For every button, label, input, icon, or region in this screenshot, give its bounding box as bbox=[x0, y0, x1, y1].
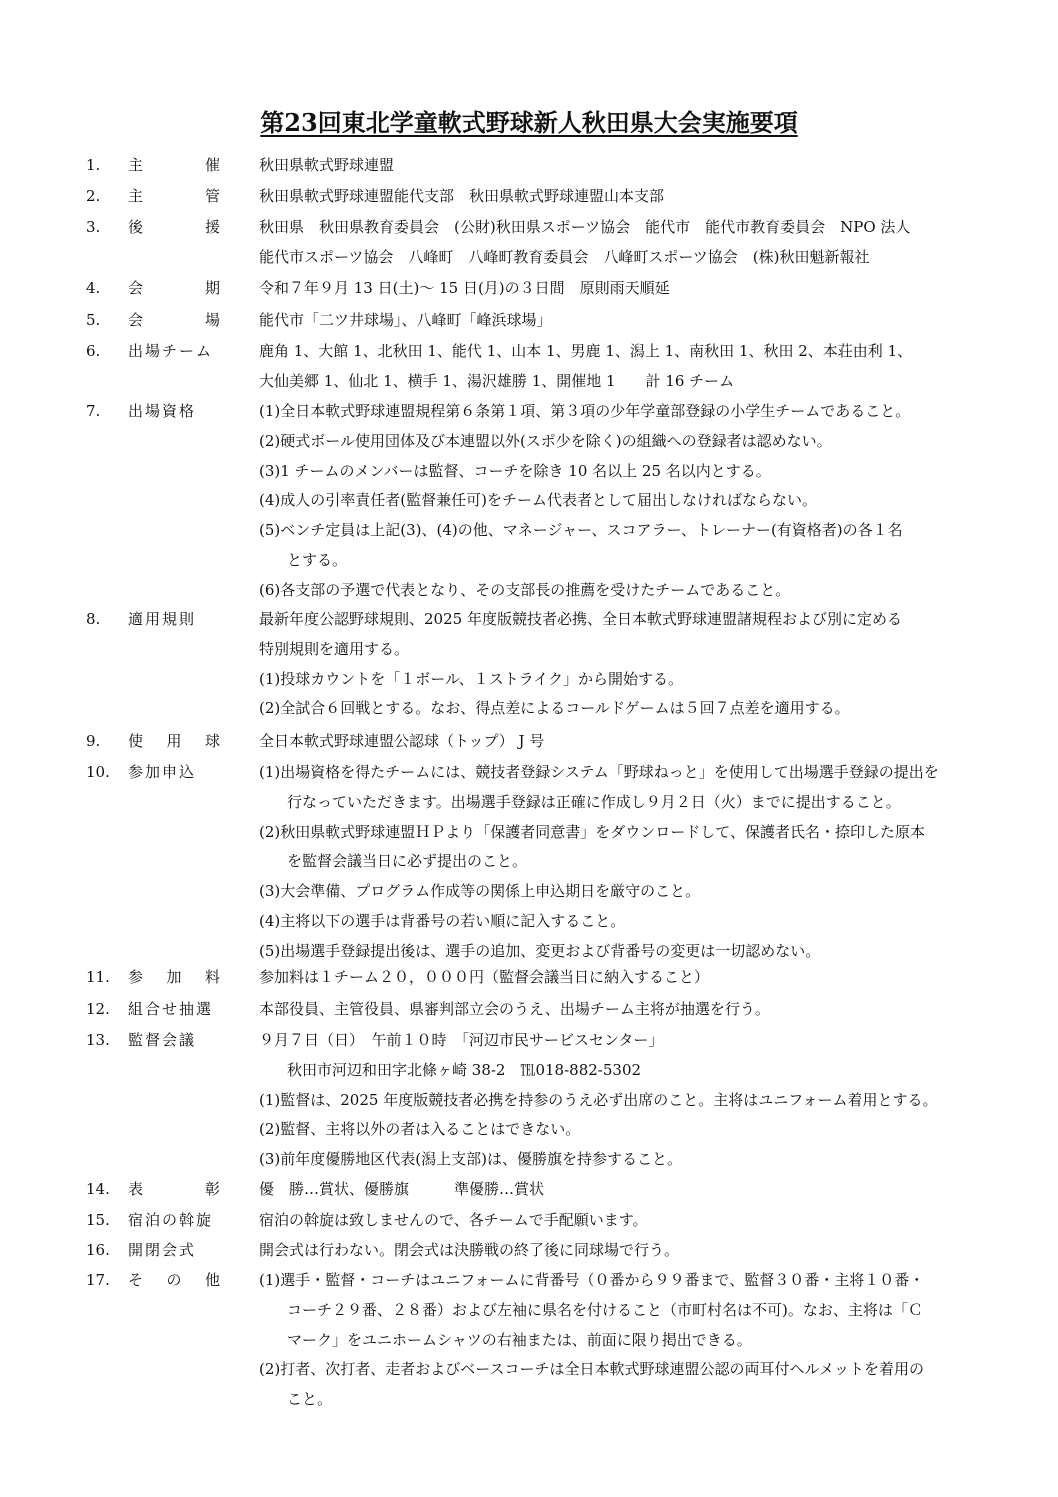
section-line: (4)成人の引率責任者(監督兼任可)をチーム代表者として届出しなければならない。 bbox=[259, 491, 817, 510]
section-line: (1)監督は、2025 年度版競技者必携を持参のうえ必ず出席のこと。主将はユニフォーム着用とする。 bbox=[259, 1090, 938, 1109]
section-number: 8. bbox=[86, 610, 101, 628]
section-line: 最新年度公認野球規則、2025 年度版競技者必携、全日本軟式野球連盟諸規程および別に定める bbox=[259, 610, 902, 628]
section-label: 開閉会式 bbox=[128, 1241, 197, 1259]
section-number: 13. bbox=[86, 1031, 110, 1049]
section-line: 参加料は１チーム２０，０００円（監督会議当日に納入すること） bbox=[259, 968, 710, 986]
section-line: (2)全試合６回戦とする。なお、得点差によるコールドゲームは５回７点差を適用する。 bbox=[259, 699, 850, 718]
section-number: 4. bbox=[86, 279, 101, 297]
section-line: 本部役員、主管役員、県審判部立会のうえ、出場チーム主将が抽選を行う。 bbox=[259, 1000, 770, 1018]
section-number: 12. bbox=[86, 1000, 110, 1018]
section-line: 鹿角 1、大館 1、北秋田 1、能代 1、山本 1、男鹿 1、潟上 1、南秋田 1、秋田 2、本荘由利 1、 bbox=[259, 342, 913, 360]
section-line: (5)出場選手登録提出後は、選手の追加、変更および背番号の変更は一切認めない。 bbox=[259, 941, 821, 960]
section-label bbox=[128, 962, 220, 992]
section-line: (1)全日本軟式野球連盟規程第６条第１項、第３項の少年学童部登録の小学生チームであること。 bbox=[259, 402, 911, 420]
section-line: 全日本軟式野球連盟公認球（トップ） J 号 bbox=[259, 732, 545, 750]
section-number: 7. bbox=[86, 402, 101, 420]
section-label: 監督会議 bbox=[128, 1031, 197, 1049]
section-line: (5)ベンチ定員は上記(3)、(4)の他、マネージャー、スコアラー、トレーナー(有資格者)の各１名 bbox=[259, 521, 903, 540]
section-line: 令和７年９月 13 日(土)～ 15 日(月)の３日間 原則雨天順延 bbox=[259, 279, 670, 297]
section-line: マーク」をユニホームシャツの右袖または、前面に限り掲出できる。 bbox=[287, 1330, 752, 1349]
section-label: 出場資格 bbox=[128, 402, 197, 420]
section-label: 宿泊の斡旋 bbox=[128, 1211, 214, 1229]
label-char: 主 bbox=[128, 187, 144, 205]
section-line: 秋田市河辺和田字北條ヶ崎 38-2 ℡018-882-5302 bbox=[287, 1060, 642, 1079]
section-line: (4)主将以下の選手は背番号の若い順に記入すること。 bbox=[259, 912, 626, 930]
label-char: 後 bbox=[128, 218, 144, 236]
section-label: 参加申込 bbox=[128, 763, 197, 781]
section-line: (3)大会準備、プログラム作成等の関係上申込期日を厳守のこと。 bbox=[259, 882, 701, 901]
section-line: (1)投球カウントを「１ボール、１ストライク」から開始する。 bbox=[259, 669, 684, 688]
label-char: 主 bbox=[128, 156, 144, 174]
section-label: 出場チーム bbox=[128, 342, 214, 360]
section-line: 秋田県 秋田県教育委員会 (公財)秋田県スポーツ協会 能代市 能代市教育委員会 NPO 法人 bbox=[259, 218, 911, 236]
section-line: 秋田県軟式野球連盟 bbox=[259, 156, 395, 174]
label-char: 用 bbox=[166, 732, 182, 750]
section-line: (2)監督、主将以外の者は入ることはできない。 bbox=[259, 1120, 581, 1139]
section-label bbox=[128, 212, 220, 242]
section-number: 5. bbox=[86, 311, 101, 329]
label-char: 表 bbox=[128, 1180, 144, 1198]
section-label bbox=[128, 1174, 220, 1204]
section-line: (2)打者、次打者、走者およびベースコーチは全日本軟式野球連盟公認の両耳付ヘルメットを着用の bbox=[259, 1360, 925, 1379]
label-char: 援 bbox=[204, 218, 220, 236]
section-number: 14. bbox=[86, 1180, 110, 1198]
section-number: 10. bbox=[86, 763, 110, 781]
section-number: 6. bbox=[86, 342, 101, 360]
section-number: 3. bbox=[86, 218, 101, 236]
label-char: 加 bbox=[166, 968, 182, 986]
section-line: (2)硬式ボール使用団体及び本連盟以外(スポ少を除く)の組織への登録者は認めない。 bbox=[259, 431, 832, 450]
label-char: の bbox=[166, 1271, 182, 1289]
label-char: 場 bbox=[204, 311, 220, 329]
section-number: 15. bbox=[86, 1211, 110, 1229]
section-number: 2. bbox=[86, 187, 101, 205]
section-line: 大仙美郷 1、仙北 1、横手 1、湯沢雄勝 1、開催地 1 計 16 チーム bbox=[259, 371, 735, 390]
section-line: (1)選手・監督・コーチはユニフォームに背番号（０番から９９番まで、監督３０番・主将１０番・ bbox=[259, 1271, 925, 1289]
label-char: 彰 bbox=[204, 1180, 220, 1198]
section-line: 能代市「二ツ井球場」、八峰町「峰浜球場」 bbox=[259, 311, 552, 329]
section-line: 特別規則を適用する。 bbox=[259, 639, 410, 658]
section-number: 17. bbox=[86, 1271, 110, 1289]
section-label bbox=[128, 726, 220, 756]
label-char: 会 bbox=[128, 279, 144, 297]
section-number: 16. bbox=[86, 1241, 110, 1259]
section-label: 適用規則 bbox=[128, 610, 197, 628]
label-char: そ bbox=[128, 1271, 144, 1289]
section-line: (6)各支部の予選で代表となり、その支部長の推薦を受けたチームであること。 bbox=[259, 580, 791, 599]
section-label bbox=[128, 150, 220, 180]
section-label: 組合せ抽選 bbox=[128, 1000, 214, 1018]
label-char: 球 bbox=[204, 732, 220, 750]
label-char: 使 bbox=[128, 732, 144, 750]
section-line: 開会式は行わない。閉会式は決勝戦の終了後に同球場で行う。 bbox=[259, 1241, 680, 1259]
label-char: 期 bbox=[204, 279, 220, 297]
section-line: (3)1 チームのメンバーは監督、コーチを除き 10 名以上 25 名以内とする。 bbox=[259, 461, 771, 480]
label-char: 管 bbox=[204, 187, 220, 205]
section-label bbox=[128, 273, 220, 303]
section-line: を監督会議当日に必ず提出のこと。 bbox=[287, 852, 528, 871]
section-label bbox=[128, 181, 220, 211]
section-number: 11. bbox=[86, 968, 110, 986]
section-line: こと。 bbox=[287, 1390, 333, 1409]
label-char: 会 bbox=[128, 311, 144, 329]
label-char: 催 bbox=[204, 156, 220, 174]
section-line: 宿泊の斡旋は致しませんので、各チームで手配願います。 bbox=[259, 1211, 648, 1229]
section-line: 秋田県軟式野球連盟能代支部 秋田県軟式野球連盟山本支部 bbox=[259, 187, 665, 205]
section-line: ９月７日（日） 午前１０時 「河辺市民サービスセンター」 bbox=[259, 1031, 664, 1049]
section-line: (3)前年度優勝地区代表(潟上支部)は、優勝旗を持参すること。 bbox=[259, 1150, 682, 1169]
section-line: 行なっていただきます。出場選手登録は正確に作成し９月２日（火）までに提出すること。 bbox=[287, 792, 901, 811]
section-line: (2)秋田県軟式野球連盟ＨＰより「保護者同意書」をダウンロードして、保護者氏名・捺印した原本 bbox=[259, 822, 925, 841]
label-char: 料 bbox=[204, 968, 220, 986]
section-line: とする。 bbox=[287, 551, 348, 569]
section-label bbox=[128, 305, 220, 335]
section-line: 能代市スポーツ協会 八峰町 八峰町教育委員会 八峰町スポーツ協会 (株)秋田魁新報社 bbox=[259, 247, 870, 266]
section-line: コーチ２９番、２８番）および左袖に県名を付けること（市町村名は不可)。なお、主将は「Ｃ bbox=[287, 1300, 923, 1319]
section-number: 9. bbox=[86, 732, 101, 750]
label-char: 他 bbox=[204, 1271, 220, 1289]
label-char: 参 bbox=[128, 968, 144, 986]
section-line: 優 勝…賞状、優勝旗 準優勝…賞状 bbox=[259, 1180, 545, 1198]
section-label bbox=[128, 1265, 220, 1295]
document-title: 第23回東北学童軟式野球新人秋田県大会実施要項 bbox=[260, 108, 798, 137]
section-line: (1)出場資格を得たチームには、競技者登録システム「野球ねっと」を使用して出場選手登録の提出を bbox=[259, 763, 939, 781]
section-number: 1. bbox=[86, 156, 101, 174]
